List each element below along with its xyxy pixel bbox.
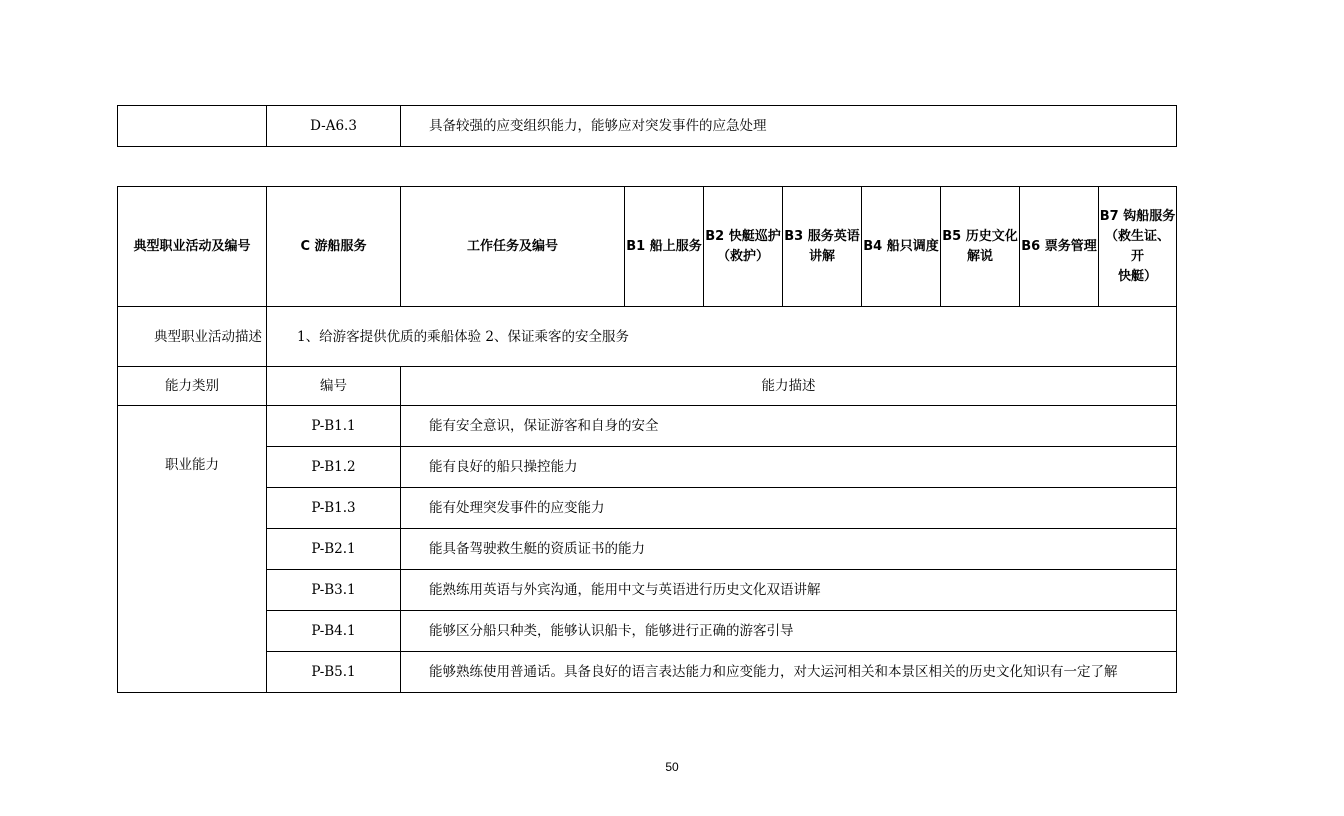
- ability-table: [117, 186, 1177, 693]
- row-desc: 能有良好的船只操控能力: [401, 447, 1177, 488]
- header-b3: [783, 187, 862, 307]
- desc-text: 1、给游客提供优质的乘船体验 2、保证乘客的安全服务: [267, 307, 1177, 367]
- header-b2-line: B2 快艇巡护: [705, 228, 781, 244]
- header-tasks: 工作任务及编号: [401, 187, 625, 307]
- header-row: [118, 187, 1177, 307]
- header-b5-line: 解说: [966, 248, 993, 264]
- category-cell: 职业能力: [118, 406, 267, 693]
- header-b2-line: （救护）: [716, 248, 769, 264]
- row-desc: 能够区分船只种类，能够认识船卡，能够进行正确的游客引导: [401, 611, 1177, 652]
- header-b3-line: B3 服务英语: [784, 228, 860, 244]
- page-number: 50: [665, 760, 679, 774]
- header-b6-line: B6 票务管理: [1021, 238, 1097, 254]
- row-code: P-B2.1: [267, 529, 401, 570]
- code-cell: D-A6.3: [267, 106, 401, 147]
- header-b1: [625, 187, 704, 307]
- header-b5-line: B5 历史文化: [942, 228, 1018, 244]
- header-b1-line: B1 船上服务: [626, 238, 702, 254]
- header-b2: [704, 187, 783, 307]
- table-row: [118, 447, 1177, 488]
- row-desc: 能够熟练使用普通话。具备良好的语言表达能力和应变能力，对大运河相关和本景区相关的历史文化知识有一定了解: [401, 652, 1177, 693]
- row-code: P-B1.1: [267, 406, 401, 447]
- header-b6: [1020, 187, 1099, 307]
- col-desc: 能力描述: [401, 367, 1177, 406]
- row-code: P-B4.1: [267, 611, 401, 652]
- row-desc: 能有安全意识，保证游客和自身的安全: [401, 406, 1177, 447]
- row-desc: 能熟练用英语与外宾沟通，能用中文与英语进行历史文化双语讲解: [401, 570, 1177, 611]
- table-row: [118, 529, 1177, 570]
- continuation-table: [117, 105, 1177, 147]
- table-row: [118, 570, 1177, 611]
- header-b4-line: B4 船只调度: [863, 238, 939, 254]
- col-category: 能力类别: [118, 367, 267, 406]
- description-cell: 具备较强的应变组织能力，能够应对突发事件的应急处理: [401, 106, 1177, 147]
- desc-label: 典型职业活动描述: [118, 307, 267, 367]
- row-code: P-B1.2: [267, 447, 401, 488]
- table-row: [118, 406, 1177, 447]
- header-b5: [941, 187, 1020, 307]
- row-desc: 能具备驾驶救生艇的资质证书的能力: [401, 529, 1177, 570]
- column-header-row: [118, 367, 1177, 406]
- header-b7-line: B7 钩船服务: [1099, 208, 1176, 224]
- description-row: [118, 307, 1177, 367]
- header-b7-line: （救生证、开: [1104, 228, 1170, 264]
- header-b4: [862, 187, 941, 307]
- table-row: [118, 611, 1177, 652]
- col-code: 编号: [267, 367, 401, 406]
- row-code: P-B3.1: [267, 570, 401, 611]
- header-b7-line: 快艇）: [1117, 268, 1157, 284]
- row-code: P-B1.3: [267, 488, 401, 529]
- row-desc: 能有处理突发事件的应变能力: [401, 488, 1177, 529]
- table-row: [118, 106, 1177, 147]
- table-row: [118, 652, 1177, 693]
- header-b3-line: 讲解: [808, 248, 835, 264]
- row-code: P-B5.1: [267, 652, 401, 693]
- table-row: [118, 488, 1177, 529]
- header-b7: [1099, 187, 1177, 307]
- header-activity: 典型职业活动及编号: [118, 187, 267, 307]
- header-c-label: C 游船服务: [267, 187, 401, 307]
- empty-cell: [118, 106, 267, 147]
